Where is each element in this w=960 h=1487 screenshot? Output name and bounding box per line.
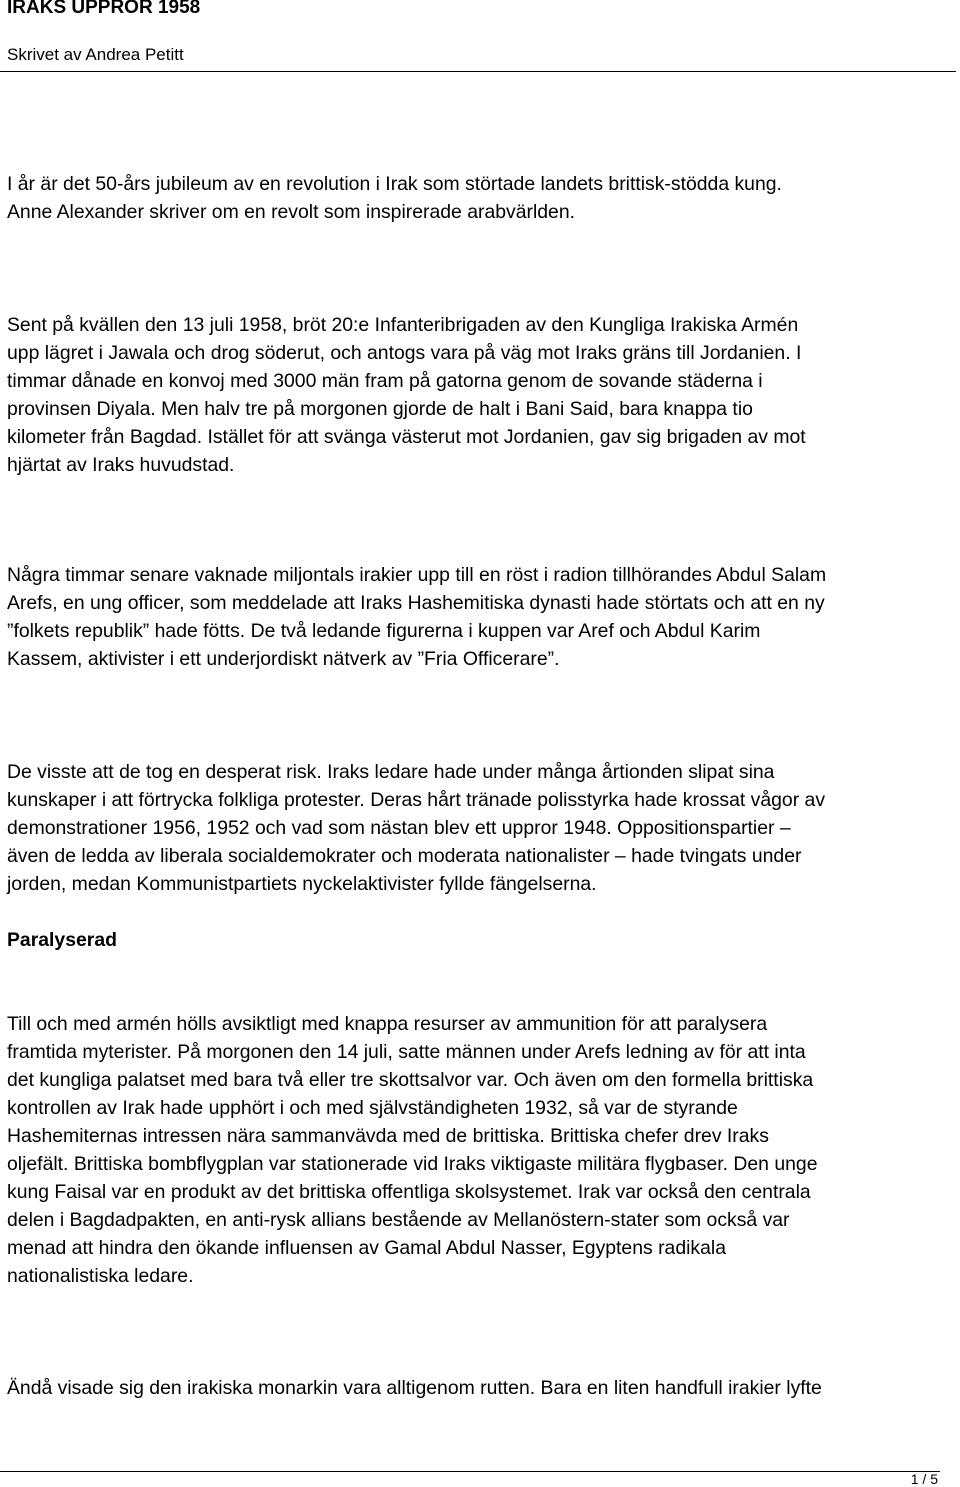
text-line: Anne Alexander skriver om en revolt som inspirerade arabvärlden. — [7, 201, 575, 223]
text-line: I år är det 50-års jubileum av en revolution i Irak som störtade landets brittisk-stödda kung. — [7, 173, 782, 195]
text-line: Några timmar senare vaknade miljontals irakier upp till en röst i radion tillhörandes Abdul Salam — [7, 564, 827, 586]
text-line: delen i Bagdadpakten, en anti-rysk allians bestående av Mellanöstern-stater som också var — [7, 1209, 790, 1231]
text-line: nationalistiska ledare. — [7, 1265, 194, 1287]
page-number: 1 / 5 — [910, 1471, 938, 1487]
paragraph-radio-announcement — [7, 561, 955, 673]
document-author: Skrivet av Andrea Petitt — [7, 45, 184, 64]
text-line: Hashemiternas intressen nära sammanvävda med de brittiska. Brittiska chefer drev Iraks — [7, 1125, 769, 1147]
text-line: oljefält. Brittiska bombflygplan var stationerade vid Iraks viktigaste militära flygbaser. Den unge — [7, 1153, 818, 1175]
text-line: hjärtat av Iraks huvudstad. — [7, 454, 235, 476]
text-line: Sent på kvällen den 13 juli 1958, bröt 20:e Infanteribrigaden av den Kungliga Irakiska Armén — [7, 314, 799, 336]
document-title: IRAKS UPPROR 1958 — [7, 0, 201, 18]
text-line: Kassem, aktivister i ett underjordiskt nätverk av ”Fria Officerare”. — [7, 648, 560, 670]
text-line: det kungliga palatset med bara två eller tre skottsalvor var. Och även om den formella brittiska — [7, 1069, 814, 1091]
text-line: jorden, medan Kommunistpartiets nyckelaktivister fyllde fängelserna. — [7, 873, 597, 895]
footer-divider — [0, 1471, 940, 1472]
text-line: Till och med armén hölls avsiktligt med knappa resurser av ammunition för att paralysera — [7, 1013, 768, 1035]
text-line: Arefs, en ung officer, som meddelade att Iraks Hashemitiska dynasti hade störtats och att en ny — [7, 592, 825, 614]
text-line: kunskaper i att förtrycka folkliga protester. Deras hårt tränade polisstyrka hade krossat vågor av — [7, 789, 826, 811]
text-line: kilometer från Bagdad. Istället för att svänga västerut mot Jordanien, gav sig brigaden av mot — [7, 426, 806, 448]
header-divider — [0, 71, 956, 72]
text-line: upp lägret i Jawala och drog söderut, och antogs vara på väg mot Iraks gräns till Jordanien. I — [7, 342, 802, 364]
page-header — [0, 0, 960, 73]
text-line: demonstrationer 1956, 1952 och vad som nästan blev ett uppror 1948. Oppositionspartier – — [7, 817, 791, 839]
text-line: kung Faisal var en produkt av det brittiska offentliga skolsystemet. Irak var också den centrala — [7, 1181, 811, 1203]
text-line: även de ledda av liberala socialdemokrater och moderata nationalister – hade tvingats under — [7, 845, 802, 867]
text-line: kontrollen av Irak hade upphört i och med självständigheten 1932, så var de styrande — [7, 1097, 738, 1119]
paragraph-night-march — [7, 311, 955, 479]
text-line: De visste att de tog en desperat risk. Iraks ledare hade under många årtionden slipat sina — [7, 761, 775, 783]
text-line: framtida myterister. På morgonen den 14 juli, satte männen under Arefs ledning av för att inta — [7, 1041, 806, 1063]
paragraph-desperate-risk — [7, 758, 955, 898]
text-line: provinsen Diyala. Men halv tre på morgonen gjorde de halt i Bani Said, bara knappa tio — [7, 398, 753, 420]
paragraph-army — [7, 1010, 955, 1290]
paragraph-monarchy — [7, 1374, 955, 1402]
text-line: Ändå visade sig den irakiska monarkin vara alltigenom rutten. Bara en liten handfull irakier lyfte — [7, 1377, 822, 1399]
paragraph-intro — [7, 170, 955, 226]
text-line: ”folkets republik” hade fötts. De två ledande figurerna i kuppen var Aref och Abdul Karim — [7, 620, 761, 642]
section-heading: Paralyserad — [7, 929, 117, 951]
text-line: menad att hindra den ökande influensen av Gamal Abdul Nasser, Egyptens radikala — [7, 1237, 726, 1259]
text-line: timmar dånade en konvoj med 3000 män fram på gatorna genom de sovande städerna i — [7, 370, 763, 392]
